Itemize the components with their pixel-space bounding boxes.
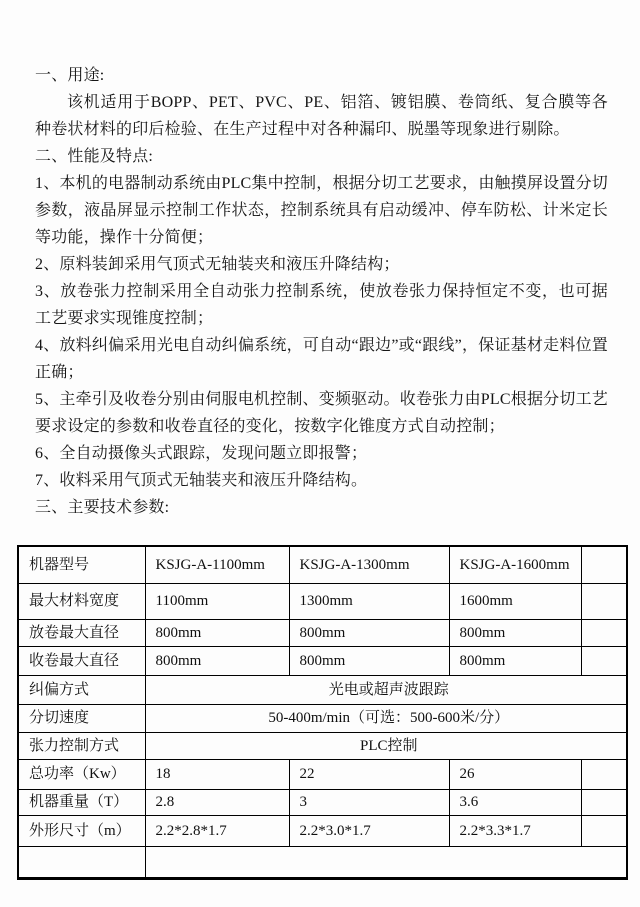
table-cell-empty bbox=[581, 789, 627, 815]
table-cell: 800mm bbox=[289, 619, 449, 646]
table-row-max-width bbox=[18, 583, 627, 619]
table-cell: KSJG-A-1600mm bbox=[449, 546, 581, 583]
table-cell-empty bbox=[581, 546, 627, 583]
table-cell: 3.6 bbox=[449, 789, 581, 815]
table-cell: 外形尺寸（m） bbox=[18, 815, 145, 846]
table-cell-empty bbox=[581, 619, 627, 646]
table-cell: 1600mm bbox=[449, 583, 581, 619]
table-row-weight bbox=[18, 789, 627, 815]
table-cell: 2.2*3.3*1.7 bbox=[449, 815, 581, 846]
feature-item-7: 7、收料采用气顶式无轴装夹和液压升降结构。 bbox=[35, 472, 368, 489]
table-cell-empty bbox=[581, 646, 627, 675]
feature-item-6: 6、全自动摄像头式跟踪，发现问题立即报警； bbox=[35, 445, 368, 462]
table-cell-empty bbox=[18, 846, 145, 878]
feature-item-4: 4、放料纠偏采用光电自动纠偏系统，可自动“跟边”或“跟线”，保证基材走料位置正确； bbox=[35, 337, 608, 381]
table-cell-empty bbox=[581, 583, 627, 619]
table-cell: KSJG-A-1300mm bbox=[289, 546, 449, 583]
table-cell: 1100mm bbox=[145, 583, 289, 619]
table-cell: 800mm bbox=[449, 619, 581, 646]
table-cell: 总功率（Kw） bbox=[18, 759, 145, 789]
table-cell-merged: 光电或超声波跟踪 bbox=[145, 675, 627, 704]
table-row-rewind-dia bbox=[18, 646, 627, 675]
feature-item-2: 2、原料装卸采用气顶式无轴装夹和液压升降结构； bbox=[35, 256, 400, 273]
table-row-speed bbox=[18, 704, 627, 732]
table-cell: 3 bbox=[289, 789, 449, 815]
table-cell: 800mm bbox=[449, 646, 581, 675]
table-cell: 22 bbox=[289, 759, 449, 789]
table-row-correction bbox=[18, 675, 627, 704]
table-cell: 张力控制方式 bbox=[18, 732, 145, 759]
table-cell: 26 bbox=[449, 759, 581, 789]
table-cell: 18 bbox=[145, 759, 289, 789]
table-cell-empty-merged bbox=[145, 846, 627, 878]
table-cell: 机器型号 bbox=[18, 546, 145, 583]
purpose-paragraph: 该机适用于BOPP、PET、PVC、PE、铝箔、镀铝膜、卷筒纸、复合膜等各种卷状材料的印后检验、在生产过程中对各种漏印、脱墨等现象进行剔除。 bbox=[35, 94, 608, 138]
table-cell: 1300mm bbox=[289, 583, 449, 619]
feature-item-1: 1、本机的电器制动系统由PLC集中控制，根据分切工艺要求，由触摸屏设置分切参数，液晶屏显示控制工作状态，控制系统具有启动缓冲、停车防松、计米定长等功能，操作十分简便； bbox=[35, 175, 608, 246]
table-cell: 分切速度 bbox=[18, 704, 145, 732]
table-row-blank bbox=[18, 846, 627, 878]
feature-item-5: 5、主牵引及收卷分别由伺服电机控制、变频驱动。收卷张力由PLC根据分切工艺要求设定的参数和收卷直径的变化，按数字化锥度方式自动控制； bbox=[35, 391, 608, 435]
table-row-dimensions bbox=[18, 815, 627, 846]
table-cell: 放卷最大直径 bbox=[18, 619, 145, 646]
table-cell: 收卷最大直径 bbox=[18, 646, 145, 675]
table-cell: 机器重量（T） bbox=[18, 789, 145, 815]
table-cell-empty bbox=[581, 759, 627, 789]
table-cell: 纠偏方式 bbox=[18, 675, 145, 704]
table-row-tension bbox=[18, 732, 627, 759]
table-cell: 800mm bbox=[145, 646, 289, 675]
table-cell: 2.2*3.0*1.7 bbox=[289, 815, 449, 846]
features-heading: 二、性能及特点: bbox=[35, 148, 154, 165]
specs-heading: 三、主要技术参数: bbox=[35, 499, 170, 516]
table-cell: 800mm bbox=[289, 646, 449, 675]
table-row-model bbox=[18, 546, 627, 583]
table-row-unwind-dia bbox=[18, 619, 627, 646]
table-cell-merged: PLC控制 bbox=[145, 732, 627, 759]
table-cell: 2.2*2.8*1.7 bbox=[145, 815, 289, 846]
table-cell: 最大材料宽度 bbox=[18, 583, 145, 619]
feature-item-3: 3、放卷张力控制采用全自动张力控制系统，使放卷张力保持恒定不变，也可据工艺要求实现锥度控制； bbox=[35, 283, 608, 327]
spec-table bbox=[17, 545, 628, 880]
table-cell: 2.8 bbox=[145, 789, 289, 815]
purpose-heading: 一、用途: bbox=[35, 67, 105, 84]
table-cell-empty bbox=[581, 815, 627, 846]
table-row-power bbox=[18, 759, 627, 789]
table-cell: 800mm bbox=[145, 619, 289, 646]
table-cell: KSJG-A-1100mm bbox=[145, 546, 289, 583]
table-cell-merged: 50-400m/min（可选：500-600米/分） bbox=[145, 704, 627, 732]
